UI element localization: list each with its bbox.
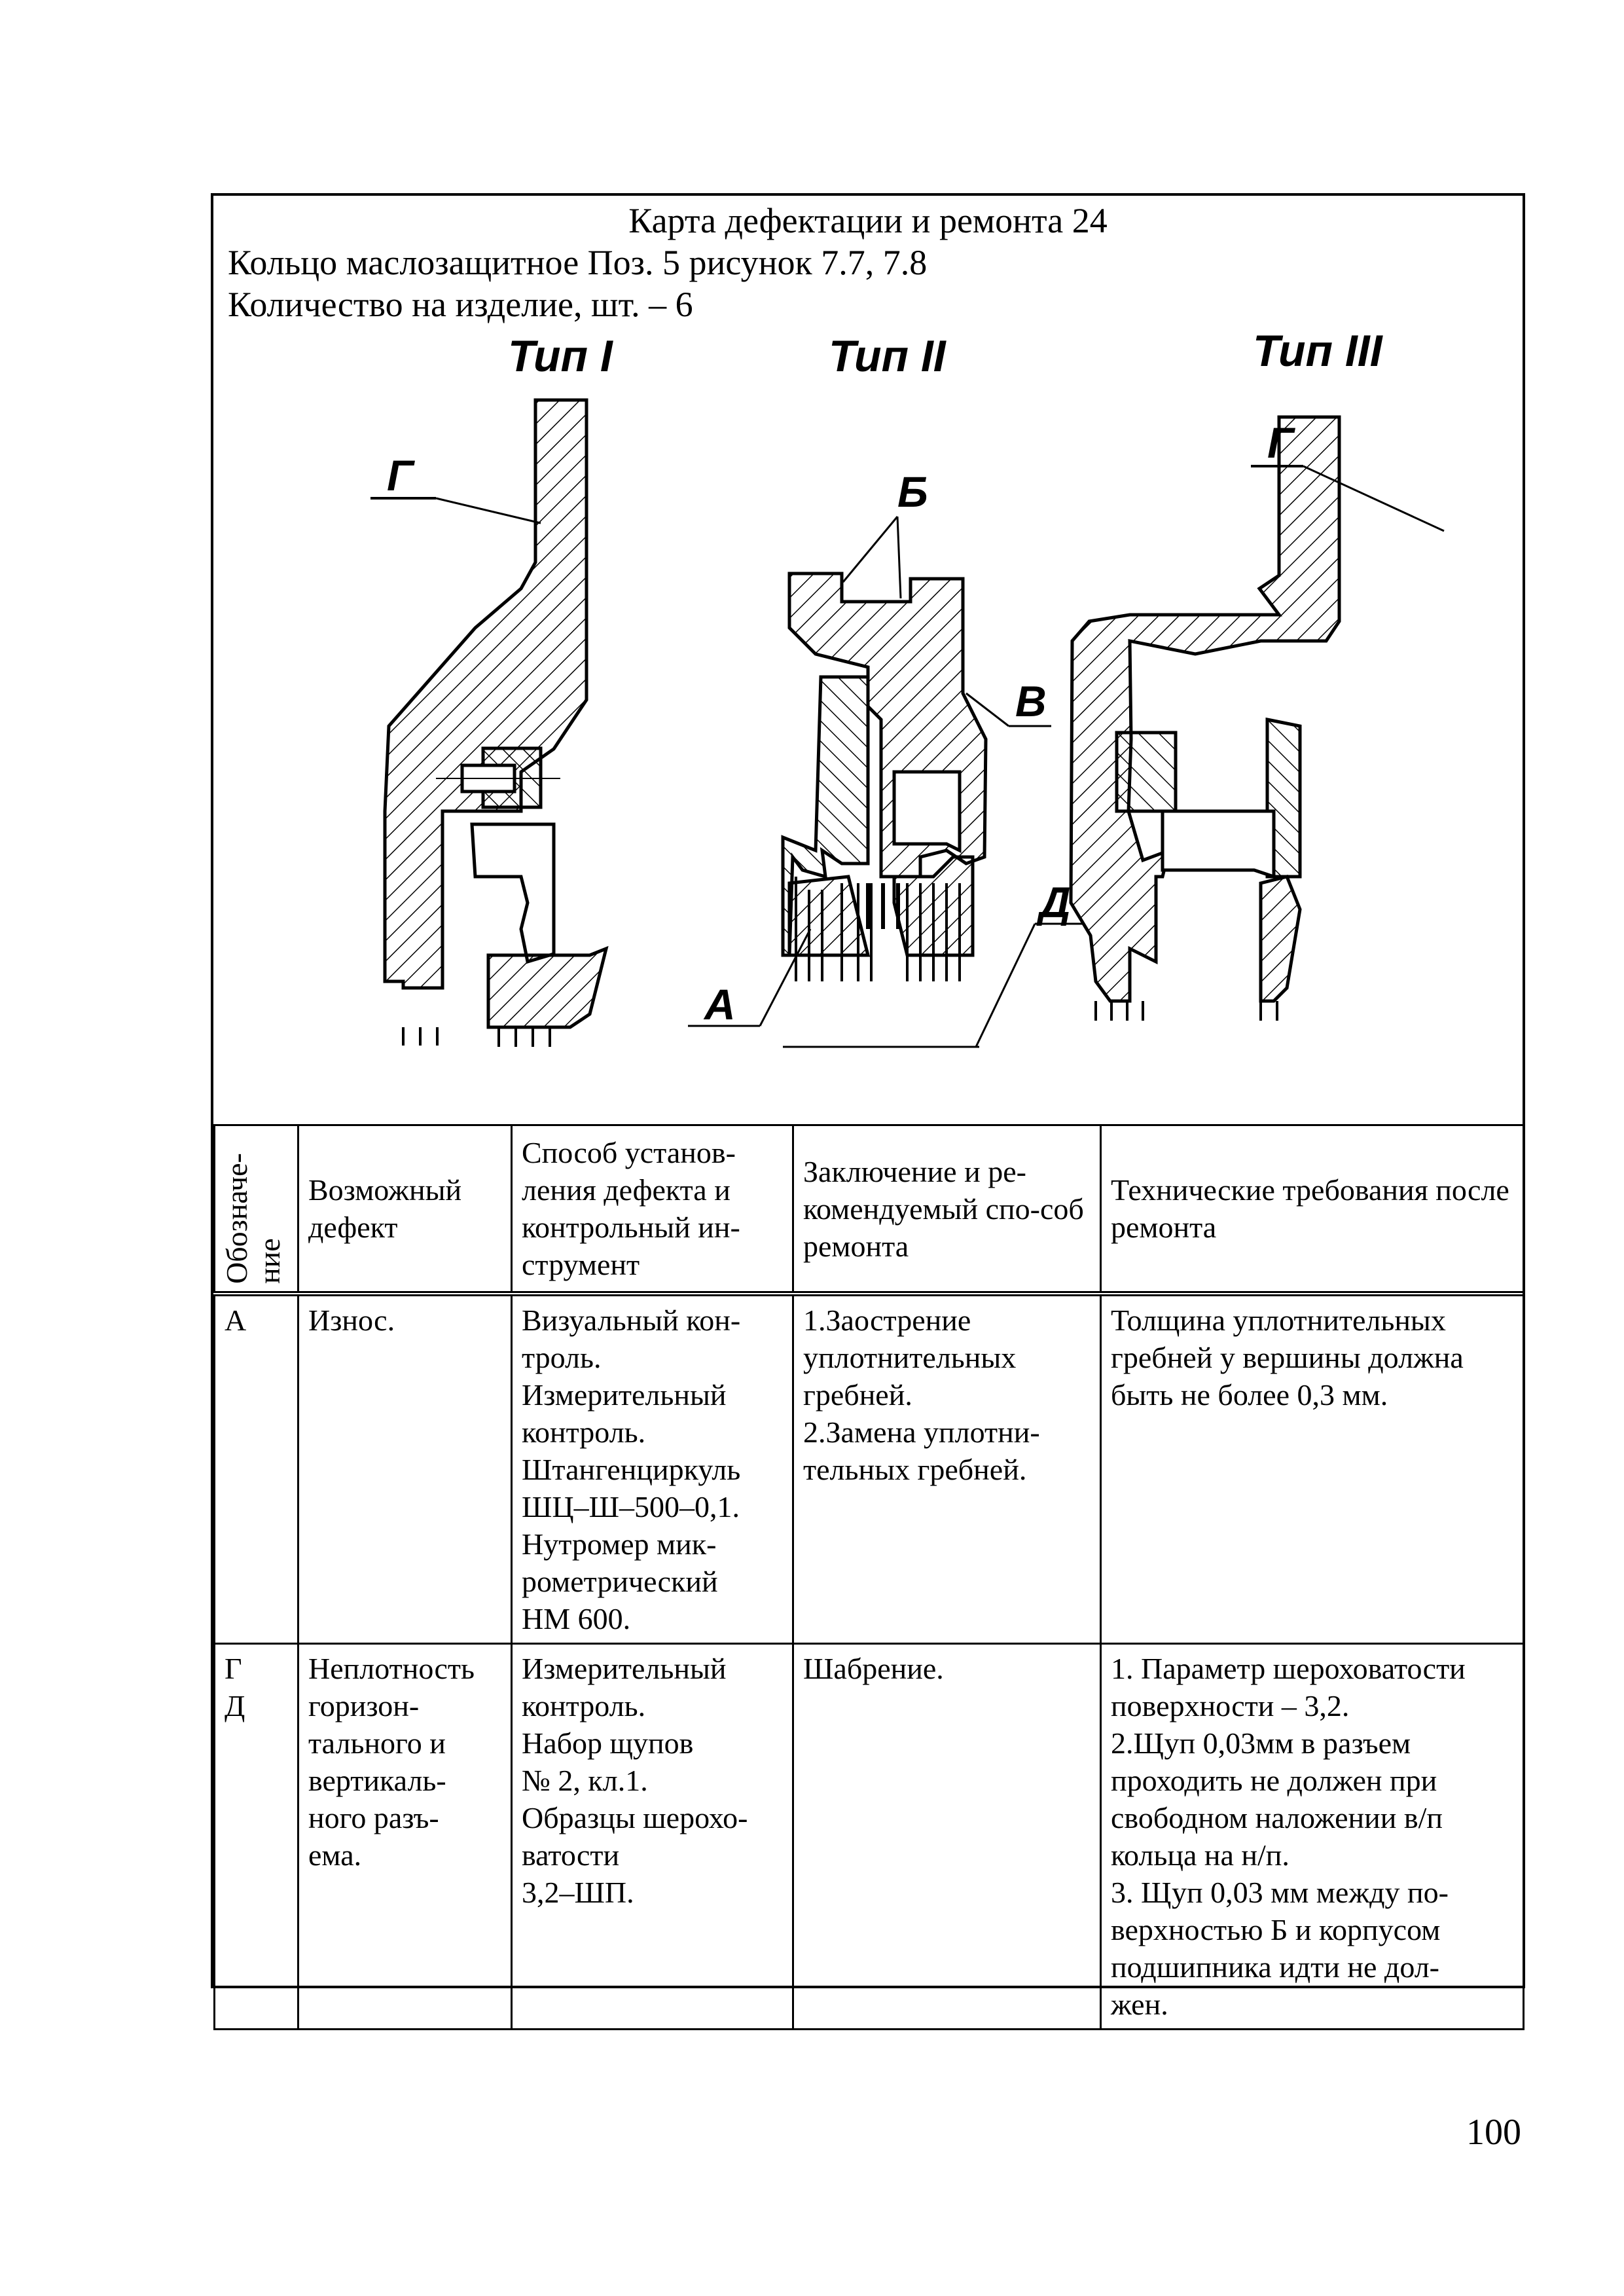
row-2-repair: Шабрение. [793, 1644, 1101, 2030]
mark-g-type1: Г [387, 451, 414, 500]
row-2-method: Измерительный контроль. Набор щупов № 2, кл.1. Образцы шерохо- ватости 3,2–ШП. [512, 1644, 793, 2030]
row-1-repair: 1.Заострение уплотнительных гребней. 2.Замена уплотни- тельных гребней. [793, 1294, 1101, 1644]
row-1-designation: А [215, 1294, 298, 1644]
leader-b-right [897, 517, 901, 598]
header-requirements: Технические требования после ремонта [1101, 1125, 1524, 1294]
table-header-row [215, 1125, 1524, 1294]
card-title: Карта дефектации и ремонта 24 [628, 201, 1108, 240]
row-1-method: Визуальный кон- троль. Измерительный контроль. Штангенциркуль ШЦ–Ш–500–0,1. Нутромер мик- рометрический НМ 600. [512, 1294, 793, 1644]
mark-v: В [1015, 677, 1047, 725]
type-1-label: Тип I [508, 331, 613, 381]
type-1-comb-teeth [403, 1027, 550, 1047]
ring-section-drawing [213, 196, 1523, 1124]
defect-card-frame [211, 193, 1525, 2021]
page-number: 100 [1466, 2112, 1521, 2153]
type-3-section [1071, 417, 1339, 1001]
mark-d: Д [1039, 878, 1071, 926]
type-2-label: Тип II [829, 331, 946, 381]
table-row [215, 1294, 1524, 1644]
type-3-comb-teeth [1096, 1001, 1277, 1021]
row-2-defect: Неплотность горизон- тального и вертикаль- ного разъ- ема. [298, 1644, 512, 2030]
part-name: Кольцо маслозащитное Поз. 5 рисунок 7.7, 7.8 [228, 243, 928, 282]
quantity-line: Количество на изделие, шт. – 6 [228, 285, 693, 324]
mark-g-type3: Г [1267, 418, 1294, 467]
row-1-defect: Износ. [298, 1294, 512, 1644]
card-header [213, 196, 1523, 1124]
table-row [215, 1644, 1524, 2030]
defects-table-wrapper [213, 1124, 1523, 2030]
row-2-requirements: 1. Параметр шероховатости поверхности – 3,2. 2.Щуп 0,03мм в разъем проходить не должен при свободном наложении в/п кольца на н/п. 3. Щуп 0,03 мм между по- верхностью Б и корпусом подшипника идти не дол- жен. [1101, 1644, 1524, 2030]
defects-table [213, 1124, 1525, 2030]
header-defect: Возможный дефект [298, 1125, 512, 1294]
header-repair: Заключение и ре-комендуемый спо-соб ремонта [793, 1125, 1101, 1294]
type-1-section [385, 400, 606, 1027]
header-designation: Обозначе-ние [215, 1125, 298, 1294]
leader-d [976, 924, 1035, 1047]
header-method: Способ установ-ления дефекта и контрольный ин-струмент [512, 1125, 793, 1294]
row-2-designation: Г Д [215, 1644, 298, 2030]
leader-g-type1-arrow [436, 498, 541, 523]
type-3-label: Тип III [1253, 326, 1382, 376]
leader-b-left [843, 517, 897, 582]
row-1-requirements: Толщина уплотнительных гребней у вершины должна быть не более 0,3 мм. [1101, 1294, 1524, 1644]
mark-a: А [704, 980, 736, 1029]
mark-b: Б [897, 467, 928, 516]
